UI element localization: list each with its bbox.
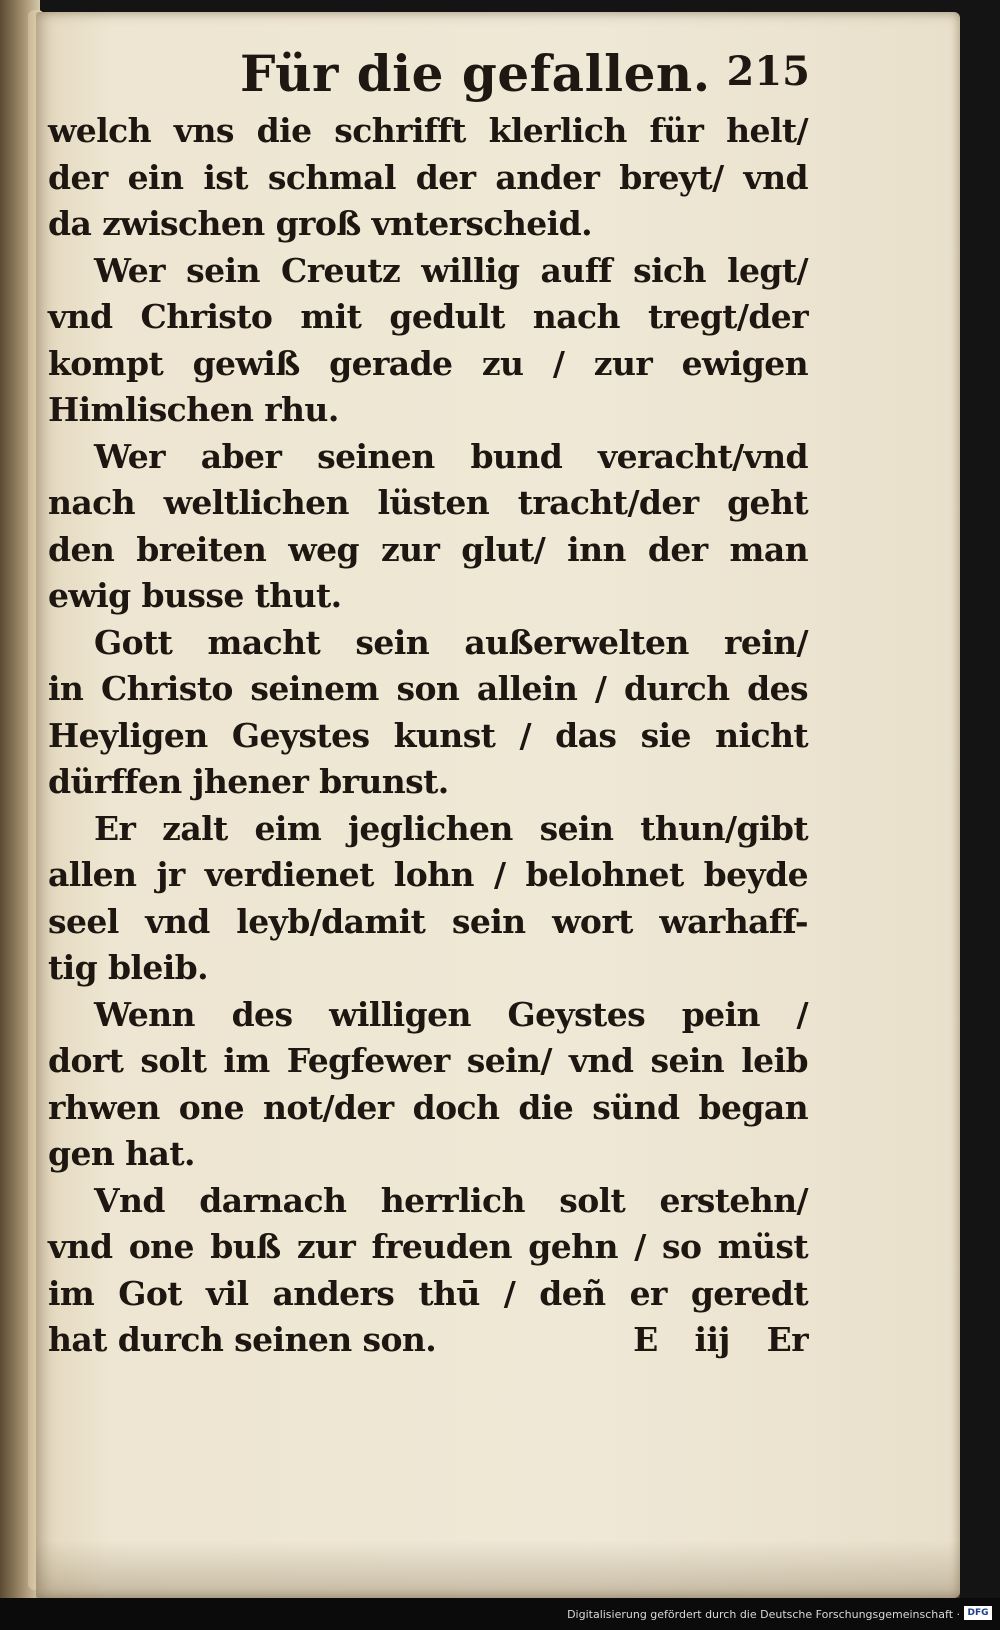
text-line: Wer sein Creutz willig auff sich legt/	[94, 250, 808, 290]
text-line: im Got vil anders thū / deñ er geredt	[48, 1273, 808, 1313]
text-line: Wenn des willigen Geystes pein /	[94, 994, 808, 1034]
text-line: kompt gewiß gerade zu / zur ewigen	[48, 343, 808, 383]
text-line: Er zalt eim jeglichen sein thun/gibt	[94, 808, 808, 848]
text-line: dort solt im Fegfewer sein/ vnd sein leib	[48, 1041, 808, 1080]
running-head: Für die gefallen.	[240, 44, 711, 103]
text-line: in Christo seinem son allein / durch des	[48, 669, 808, 708]
dfg-logo: DFG	[964, 1606, 992, 1620]
text-line: allen jr verdienet lohn / belohnet beyde	[48, 855, 808, 894]
text-line: welch vns die schrifft klerlich für helt/	[48, 111, 808, 150]
text-line: Vnd darnach herrlich solt erstehn/	[94, 1180, 808, 1220]
text-line: Wer aber seinen bund veracht/vnd	[94, 436, 808, 476]
page-header	[50, 44, 810, 114]
text-line: gen hat.	[48, 1134, 195, 1173]
final-line	[48, 1317, 808, 1364]
digitization-credit: Digitalisierung gefördert durch die Deutsche Forschungsgemeinschaft ·	[567, 1608, 960, 1621]
signature-and-catchword	[633, 1317, 808, 1364]
text-block	[48, 108, 808, 1364]
text-line: tig bleib.	[48, 948, 209, 987]
text-line: den breiten weg zur glut/ inn der man	[48, 529, 808, 569]
final-line-text: hat durch seinen son.	[48, 1320, 437, 1359]
text-line: vnd Christo mit gedult nach tregt/der	[48, 297, 808, 336]
text-line: dürffen jhener brunst.	[48, 762, 449, 801]
text-line: der ein ist schmal der ander breyt/ vnd	[48, 157, 808, 197]
text-line: rhwen one not/der doch die sünd began	[48, 1087, 808, 1127]
text-line: vnd one buß zur freuden gehn / so müst	[48, 1227, 808, 1266]
text-line: ewig busse thut.	[48, 576, 342, 615]
page-bottom-shadow	[36, 1540, 960, 1598]
text-line: seel vnd leyb/damit sein wort warhaff-	[48, 901, 808, 941]
catchword: Er	[766, 1320, 808, 1359]
page-number: 215	[726, 48, 810, 95]
text-line: nach weltlichen lüsten tracht/der geht	[48, 483, 808, 522]
text-line: Gott macht sein außerwelten rein/	[94, 622, 808, 662]
signature-mark: E iij	[633, 1320, 730, 1359]
text-line: Heyligen Geystes kunst / das sie nicht	[48, 715, 808, 755]
text-line: Himlischen rhu.	[48, 390, 339, 429]
text-line: da zwischen groß vnterscheid.	[48, 204, 592, 243]
